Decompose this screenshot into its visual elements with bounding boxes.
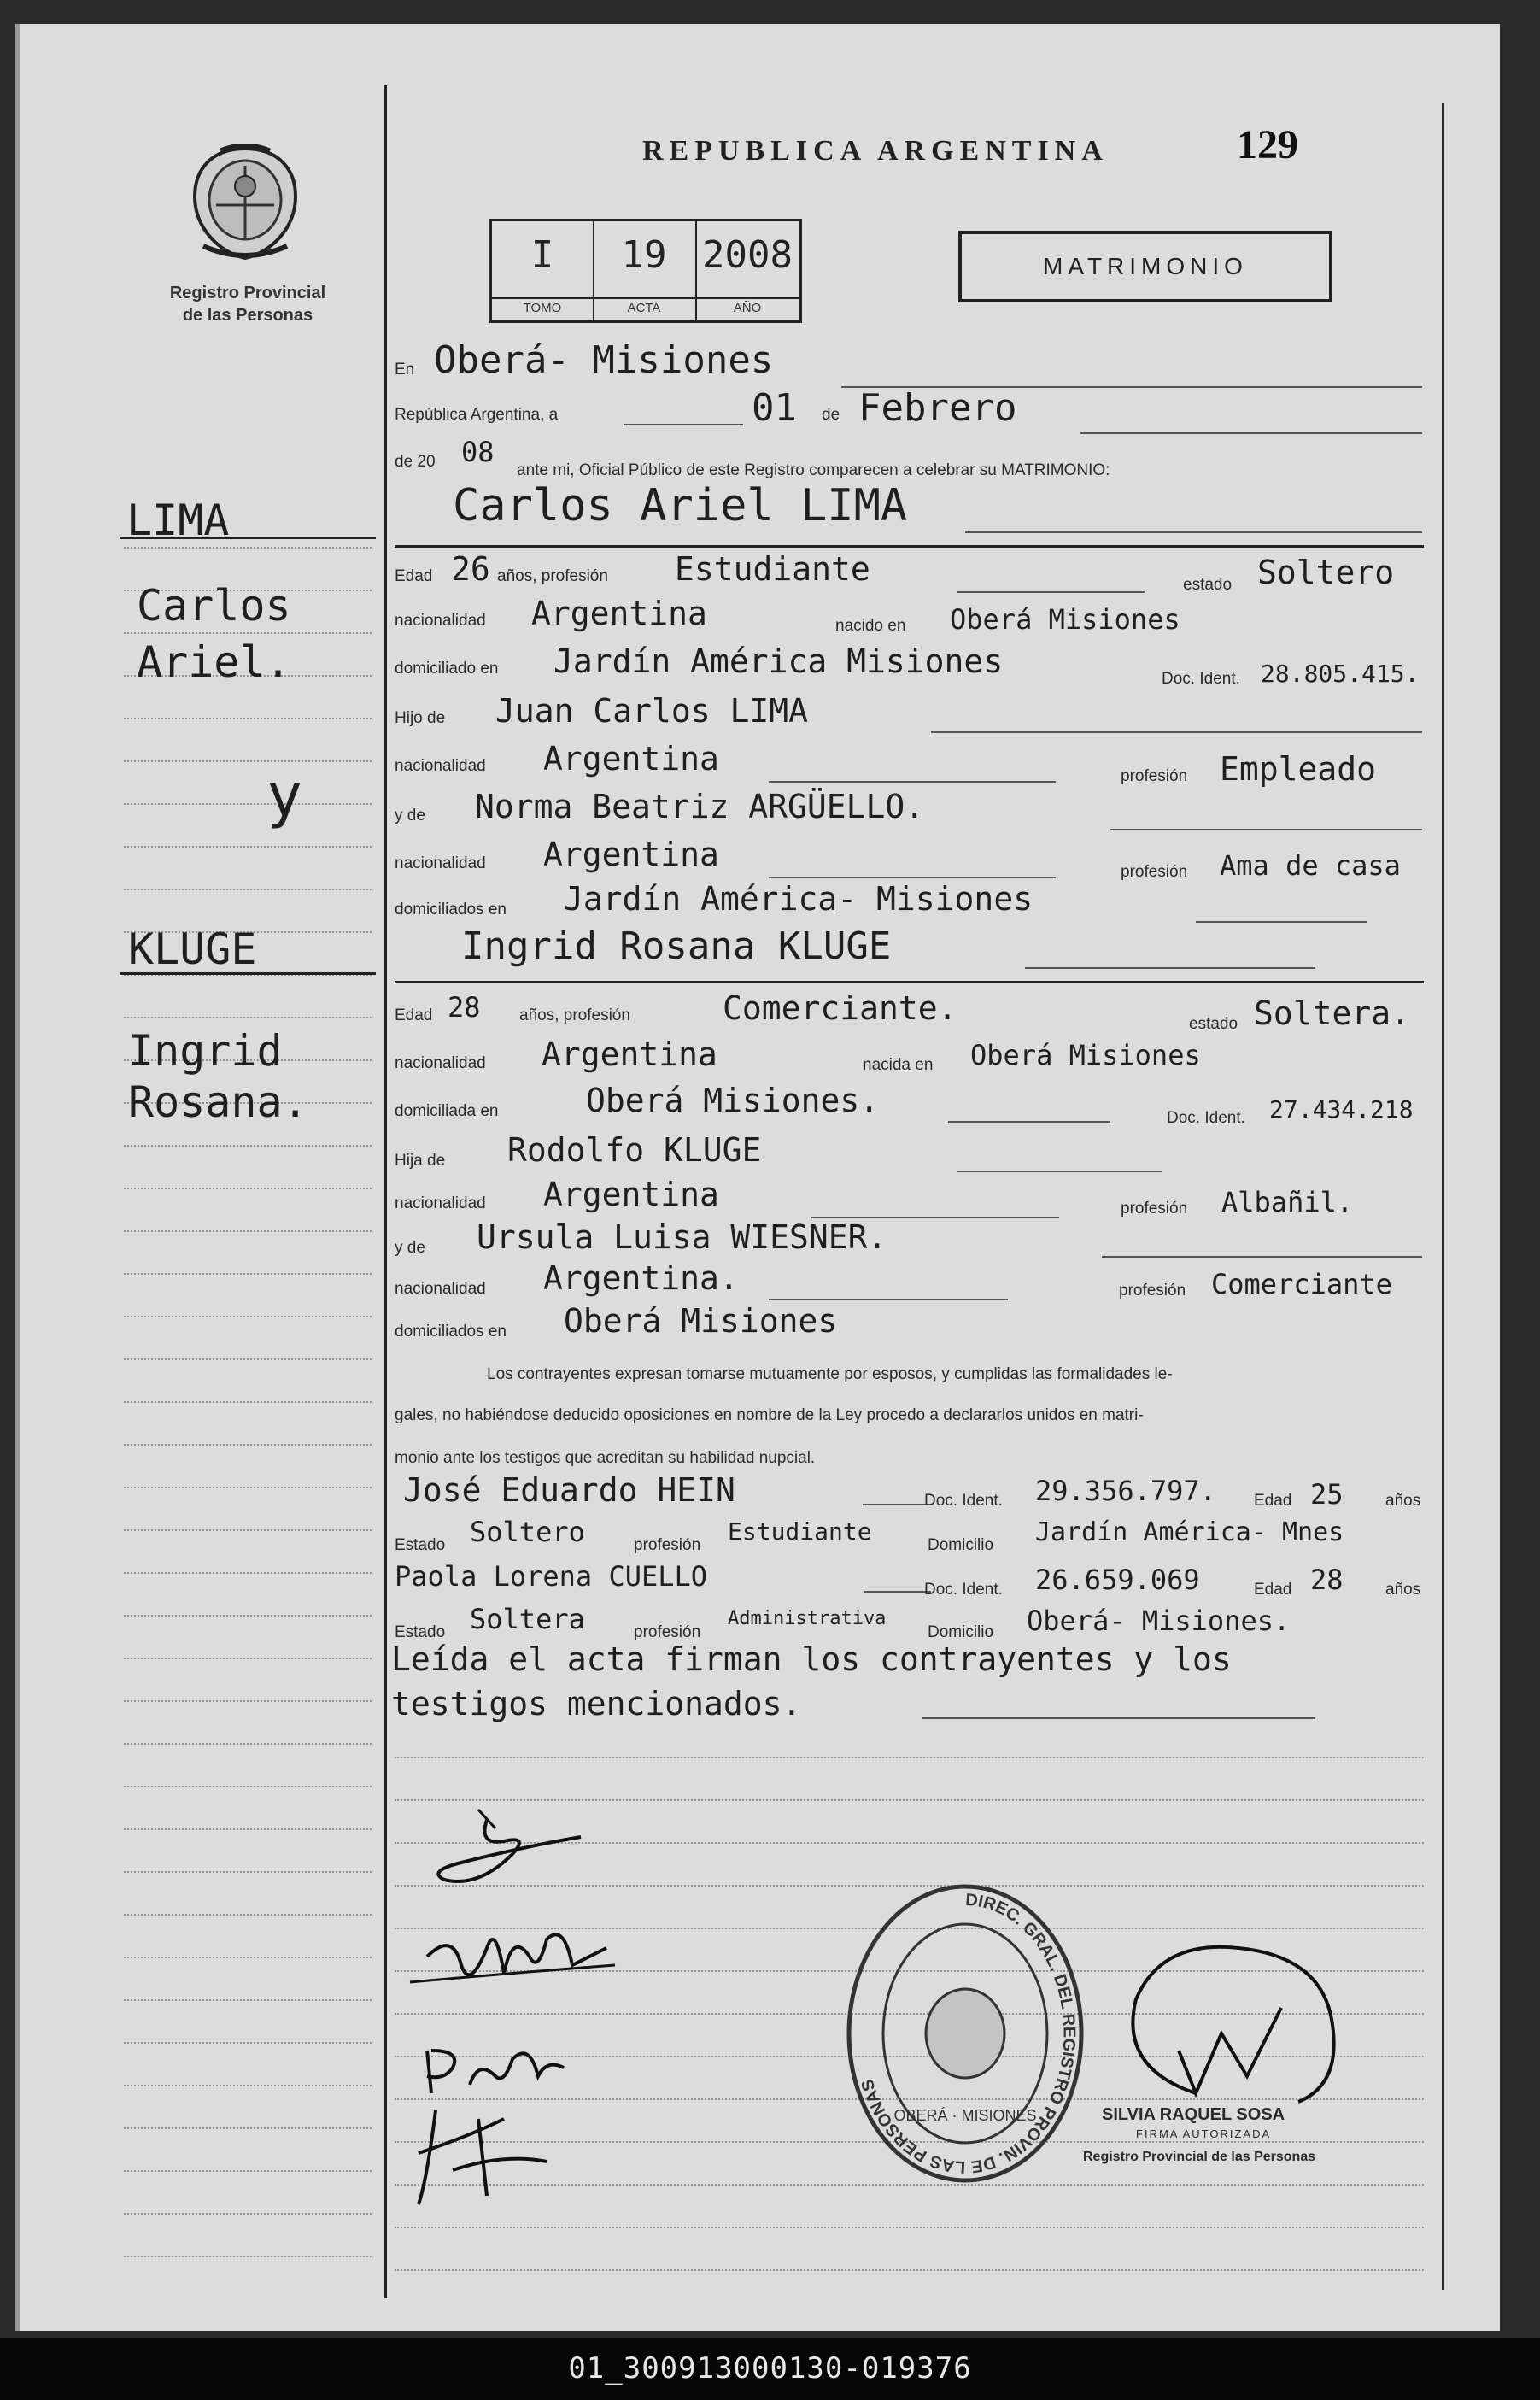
groom-birthplace: Oberá Misiones: [950, 603, 1180, 636]
margin-rule: [124, 2170, 372, 2173]
margin-rule: [124, 1999, 372, 2002]
witness2-age: 28: [1310, 1564, 1344, 1596]
margin-rule: [124, 1401, 372, 1404]
bride-estado-label: estado: [1189, 1015, 1238, 1033]
witness1-name: José Eduardo HEIN: [403, 1471, 735, 1509]
underline: [957, 1171, 1162, 1172]
groom-mother-label: y de: [395, 807, 425, 824]
tomo-label: TOMO: [492, 297, 593, 315]
stamp-ring-text: DIREC. GRAL. DEL REGISTRO PROVIN. DE LAS PERSONAS: [858, 1890, 1079, 2177]
bride-father-nat-label: nacionalidad: [395, 1194, 486, 1212]
witness1-anos-label: años: [1385, 1492, 1421, 1510]
margin-rule: [124, 1358, 372, 1361]
underline: [769, 1299, 1008, 1300]
margin-rule: [124, 889, 372, 891]
witness2-prof-label: profesión: [634, 1623, 701, 1641]
underline: [864, 1591, 931, 1593]
margin-rule: [124, 1487, 372, 1489]
witness2-doc-label: Doc. Ident.: [924, 1581, 1003, 1599]
margin-rule: [124, 1957, 372, 1959]
groom-profession: Estudiante: [675, 550, 870, 588]
bride-father-label: Hija de: [395, 1152, 446, 1170]
coat-of-arms-icon: [178, 144, 313, 263]
margin-rule: [124, 1658, 372, 1660]
witness2-address: Oberá- Misiones.: [1027, 1605, 1291, 1637]
bride-mother-prof-label: profesión: [1119, 1282, 1186, 1300]
signature-witness-1: [410, 2033, 598, 2110]
groom-father-profession: Empleado: [1220, 750, 1377, 788]
witness1-prof-label: profesión: [634, 1536, 701, 1554]
groom-father-label: Hijo de: [395, 709, 446, 727]
underline: [1110, 829, 1422, 830]
margin-rule: [124, 1444, 372, 1446]
intro-statement: ante mi, Oficial Público de este Registro comparecen a celebrar su MATRIMONIO:: [517, 461, 1110, 479]
groom-mother-profession: Ama de casa: [1220, 849, 1401, 882]
declaration-line-1: Los contrayentes expresan tomarse mutuamente por esposos, y cumplidas las formalidades le-: [487, 1365, 1173, 1383]
body-rule: [395, 2269, 1424, 2272]
registry-label: Registro Provincial de las Personas: [169, 284, 326, 325]
margin-rule: [124, 2213, 372, 2215]
section-divider: [395, 545, 1424, 548]
groom-parents-dom-label: domiciliados en: [395, 901, 507, 918]
body-rule: [395, 2227, 1424, 2229]
witness1-dom-label: Domicilio: [928, 1536, 994, 1554]
margin-rule: [124, 1700, 372, 1703]
underline: [1025, 967, 1315, 969]
underline: [922, 1717, 1315, 1719]
acta-cell: [593, 221, 697, 320]
official-stamp-icon: [837, 1871, 1093, 2196]
groom-nationality: Argentina: [531, 595, 707, 632]
bride-doc: 27.434.218: [1269, 1095, 1414, 1124]
tomo-value: I: [530, 233, 554, 277]
groom-doc-label: Doc. Ident.: [1162, 670, 1240, 688]
signature-bride: [401, 1905, 624, 2008]
month-value: Febrero: [858, 386, 1017, 430]
groom-full-name: Carlos Ariel LIMA: [453, 480, 908, 531]
de-label: de: [822, 406, 840, 424]
bride-father-profession: Albañil.: [1221, 1186, 1354, 1218]
underline: [624, 424, 743, 425]
groom-parents-address: Jardín América- Misiones: [564, 880, 1033, 918]
year-suffix: 08: [461, 436, 495, 468]
tomo-cell: [492, 221, 594, 320]
underline: [1102, 1256, 1422, 1258]
year-prefix: de 20: [395, 453, 436, 471]
bride-mother-nationality: Argentina.: [543, 1259, 739, 1297]
margin-rule: [124, 547, 372, 549]
groom-father: Juan Carlos LIMA: [495, 692, 809, 730]
en-label: En: [395, 361, 415, 378]
witness1-profession: Estudiante: [728, 1517, 872, 1546]
underline: [957, 591, 1145, 593]
bride-edad-label: Edad: [395, 1006, 433, 1024]
official-name: SILVIA RAQUEL SOSA: [1102, 2105, 1285, 2124]
underline: [120, 972, 376, 975]
official-title: FIRMA AUTORIZADA: [1136, 2127, 1272, 2140]
underline: [863, 1504, 931, 1505]
document-type-box: MATRIMONIO: [958, 231, 1332, 302]
bride-full-name: Ingrid Rosana KLUGE: [461, 924, 892, 968]
margin-rule: [124, 1828, 372, 1831]
signature-witness-2: [401, 2102, 572, 2221]
body-rule: [395, 1799, 1424, 1802]
acta-value: 19: [621, 233, 667, 277]
margin-rule: [124, 1273, 372, 1276]
groom-dom-label: domiciliado en: [395, 660, 499, 678]
closing-line-1: Leída el acta firman los contrayentes y los: [391, 1640, 1232, 1678]
witness1-doc-label: Doc. Ident.: [924, 1492, 1003, 1510]
underline: [1080, 432, 1422, 434]
record-box: [489, 219, 802, 323]
day-value: 01: [752, 386, 797, 430]
margin-rule: [124, 1230, 372, 1233]
margin-rule: [124, 718, 372, 720]
groom-mother-nationality: Argentina: [543, 836, 719, 873]
margin-rule: [124, 760, 372, 763]
bride-doc-label: Doc. Ident.: [1167, 1109, 1245, 1127]
groom-mother: Norma Beatriz ARGÜELLO.: [475, 788, 925, 825]
witness2-estado-label: Estado: [395, 1623, 446, 1641]
groom-address: Jardín América Misiones: [553, 643, 1004, 680]
declaration-line-3: monio ante los testigos que acreditan su habilidad nupcial.: [395, 1449, 816, 1467]
anio-label: AÑO: [695, 297, 799, 315]
bride-birthplace: Oberá Misiones: [970, 1039, 1201, 1071]
bride-civil-status: Soltera.: [1254, 995, 1411, 1032]
margin-rule: [124, 2042, 372, 2045]
acta-label: ACTA: [593, 297, 695, 315]
declaration-line-2: gales, no habiéndose deducido oposiciones en nombre de la Ley procedo a declararlos unidos en matri-: [395, 1406, 1144, 1424]
bride-parents-dom-label: domiciliados en: [395, 1323, 507, 1341]
witness2-dom-label: Domicilio: [928, 1623, 994, 1641]
witness1-doc: 29.356.797.: [1035, 1475, 1216, 1507]
margin-rule: [124, 2127, 372, 2130]
place-value: Oberá- Misiones: [434, 338, 774, 382]
groom-anos-profesion-label: años, profesión: [497, 567, 608, 585]
margin-rule: [124, 1786, 372, 1788]
margin-rule: [124, 1188, 372, 1190]
groom-estado-label: estado: [1183, 576, 1233, 594]
stamp-center-text: OBERÁ · MISIONES: [893, 2107, 1037, 2124]
margin-rule: [124, 1743, 372, 1746]
groom-born-label: nacido en: [835, 617, 906, 635]
margin-rule: [124, 1871, 372, 1874]
groom-father-nationality: Argentina: [543, 740, 719, 778]
underline: [769, 781, 1056, 783]
bride-profession: Comerciante.: [723, 989, 957, 1027]
anio-cell: [695, 221, 799, 320]
bride-age: 28: [448, 991, 481, 1024]
witness1-civil-status: Soltero: [470, 1516, 585, 1548]
margin-groom-given: Carlos Ariel.: [137, 581, 291, 687]
underline: [1196, 921, 1367, 923]
witness2-doc: 26.659.069: [1035, 1564, 1200, 1596]
bride-mother-nat-label: nacionalidad: [395, 1280, 486, 1298]
underline: [948, 1121, 1110, 1123]
margin-rule: [124, 1615, 372, 1617]
groom-father-nat-label: nacionalidad: [395, 757, 486, 775]
page-number: 129: [1237, 122, 1298, 167]
bride-parents-address: Oberá Misiones: [564, 1302, 838, 1340]
margin-bride-given: Ingrid Rosana.: [128, 1026, 308, 1127]
bride-mother: Ursula Luisa WIESNER.: [477, 1218, 887, 1256]
bride-nac-label: nacionalidad: [395, 1054, 486, 1072]
margin-rule: [124, 2256, 372, 2258]
body-rule: [395, 1757, 1424, 1759]
groom-doc: 28.805.415.: [1261, 660, 1420, 688]
underline: [965, 531, 1422, 533]
margin-rule: [124, 846, 372, 848]
witness1-estado-label: Estado: [395, 1536, 446, 1554]
groom-civil-status: Soltero: [1257, 554, 1395, 591]
groom-father-prof-label: profesión: [1121, 767, 1188, 785]
groom-age: 26: [451, 550, 490, 588]
witness1-edad-label: Edad: [1254, 1492, 1292, 1510]
witness2-profession: Administrativa: [728, 1608, 887, 1629]
witness2-civil-status: Soltera: [470, 1603, 585, 1635]
groom-nac-label: nacionalidad: [395, 612, 486, 630]
groom-mother-nat-label: nacionalidad: [395, 854, 486, 872]
margin-bride-surname: KLUGE: [128, 924, 257, 974]
bride-address: Oberá Misiones.: [586, 1082, 880, 1119]
margin-rule: [124, 1914, 372, 1916]
witness2-edad-label: Edad: [1254, 1581, 1292, 1599]
margin-groom-surname: LIMA: [126, 496, 230, 545]
signature-groom: [427, 1803, 598, 1897]
bride-father: Rodolfo KLUGE: [507, 1131, 762, 1169]
bride-mother-label: y de: [395, 1239, 425, 1257]
anio-value: 2008: [702, 233, 793, 277]
witness1-address: Jardín América- Mnes: [1035, 1517, 1344, 1547]
groom-edad-label: Edad: [395, 567, 433, 585]
margin-conjunction: y: [266, 760, 303, 830]
margin-rule: [124, 1529, 372, 1532]
margin-rule: [124, 1316, 372, 1318]
margin-divider-line: [384, 85, 387, 2298]
republica-label: República Argentina, a: [395, 406, 559, 424]
margin-rule: [124, 2085, 372, 2087]
witness1-age: 25: [1310, 1478, 1344, 1511]
bride-father-prof-label: profesión: [1121, 1200, 1188, 1218]
margin-rule: [124, 1145, 372, 1147]
witness2-name: Paola Lorena CUELLO: [395, 1560, 708, 1593]
official-registry: Registro Provincial de las Personas: [1083, 2150, 1316, 2164]
underline: [931, 731, 1422, 733]
bride-born-label: nacida en: [863, 1056, 934, 1074]
section-divider: [395, 981, 1424, 983]
right-border-line: [1442, 103, 1444, 2290]
country-title: REPUBLICA ARGENTINA: [642, 135, 1109, 167]
bride-anos-profesion-label: años, profesión: [519, 1006, 630, 1024]
margin-rule: [124, 1017, 372, 1019]
underline: [769, 877, 1056, 878]
closing-line-2: testigos mencionados.: [391, 1685, 802, 1722]
bride-mother-profession: Comerciante: [1211, 1268, 1392, 1300]
footer-caption: 01_300913000130-019376: [568, 2351, 972, 2385]
bride-nationality: Argentina: [542, 1036, 717, 1073]
bride-father-nationality: Argentina: [543, 1176, 719, 1213]
witness2-anos-label: años: [1385, 1581, 1421, 1599]
margin-rule: [124, 1572, 372, 1575]
bride-dom-label: domiciliada en: [395, 1102, 499, 1120]
underline: [120, 537, 376, 539]
margin-rule: [124, 803, 372, 806]
groom-mother-prof-label: profesión: [1121, 863, 1188, 881]
